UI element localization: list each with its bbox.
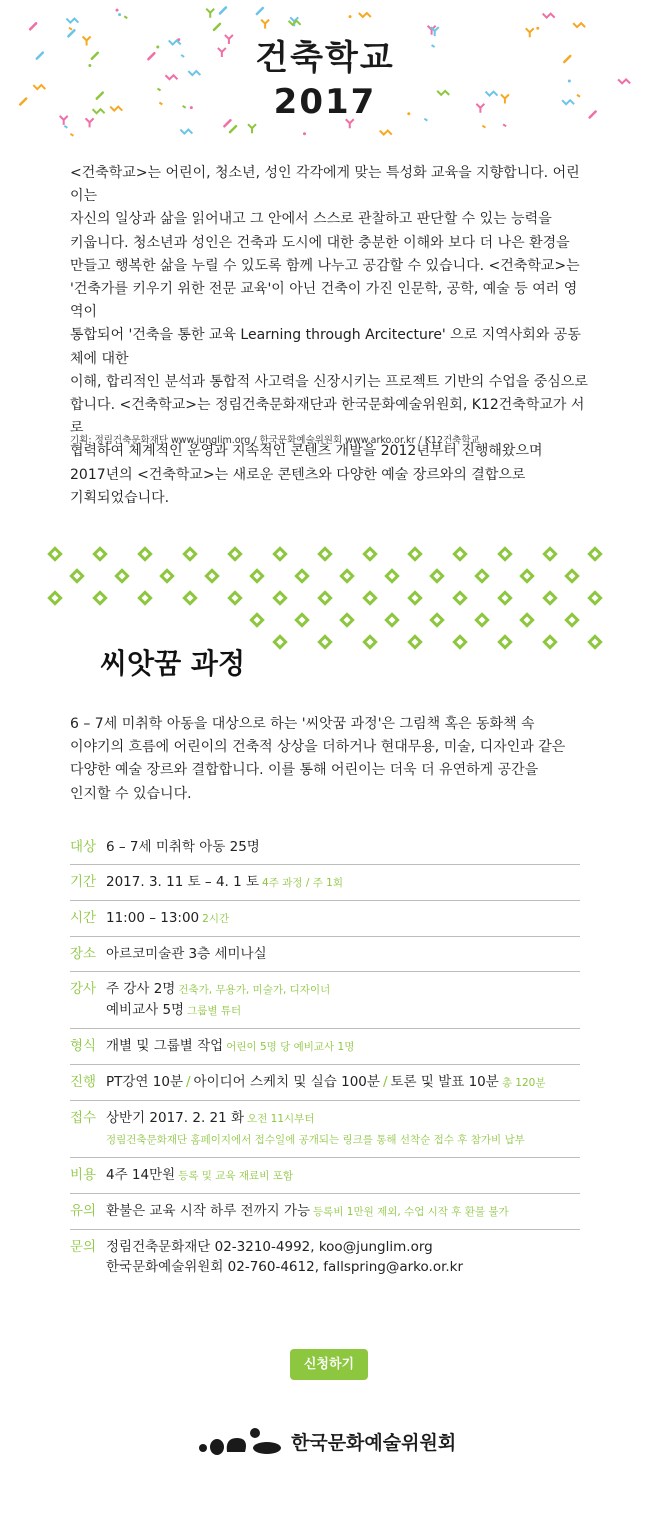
intro-line: <건축학교>는 어린이, 청소년, 성인 각각에게 맞는 특성화 교육을 지향합니다. 어린이는 [70, 165, 580, 205]
header-banner [0, 0, 650, 150]
diamond-dot [454, 548, 465, 559]
course-info-table [70, 830, 580, 1284]
info-label: 문의 [70, 1239, 97, 1255]
info-label: 접수 [70, 1110, 97, 1126]
confetti-piece [124, 16, 127, 18]
info-row-apply [70, 1101, 580, 1158]
diamond-dot [319, 592, 330, 603]
confetti-piece [64, 126, 67, 128]
diamond-dot [499, 548, 510, 559]
info-label: 형식 [70, 1038, 97, 1054]
confetti-piece [248, 124, 256, 133]
info-row-place [70, 937, 580, 972]
diamond-dot [296, 570, 307, 581]
course-description-line: 인지할 수 있습니다. [70, 785, 192, 802]
info-label: 시간 [70, 910, 97, 926]
info-note: 등록비 1만원 제외, 수업 시작 후 환불 불가 [313, 1206, 509, 1218]
confetti-piece [30, 23, 36, 29]
credit-line: 기획: 정림건축문화재단 www.junglim.org / 한국문화예술위원회 www.arko.or.kr / K12건축학교 [70, 435, 480, 446]
info-value: 개별 및 그룹별 작업 [106, 1038, 224, 1054]
info-row-progress [70, 1065, 580, 1101]
diamond-dot [94, 548, 105, 559]
diamond-dot [544, 636, 555, 647]
diamond-dot [476, 570, 487, 581]
diamond-dot [386, 570, 397, 581]
intro-line: 키웁니다. 청소년과 성인은 건축과 도시에 대한 충분한 이해와 보다 더 나은 환경을 [70, 234, 570, 251]
confetti-piece [180, 130, 192, 134]
diamond-dot [139, 548, 150, 559]
confetti-piece [573, 23, 585, 27]
diamond-dot [364, 592, 375, 603]
intro-line: 합니다. <건축학교>는 정림건축문화재단과 한국문화예술위원회, K12건축학교가 서로 [70, 397, 585, 437]
confetti-piece [220, 7, 226, 13]
diamond-dot [229, 548, 240, 559]
intro-line: 통합되어 '건축을 통한 교육 Learning through Arcitecture' 으로 지역사회와 공동체에 대한 [70, 327, 581, 367]
info-value: 상반기 2017. 2. 21 화 [106, 1110, 245, 1126]
info-note: 어린이 5명 당 예비교사 1명 [226, 1041, 355, 1053]
diamond-dot [364, 636, 375, 647]
arko-logo-text: 한국문화예술위원회 [291, 1432, 457, 1454]
confetti-piece [66, 19, 78, 23]
course-title: 씨앗꿈 과정 [100, 647, 245, 680]
diamond-dot [386, 614, 397, 625]
diamond-dot [139, 592, 150, 603]
info-note: 2시간 [202, 913, 230, 925]
diamond-dot [454, 592, 465, 603]
diamond-dot [409, 592, 420, 603]
info-label: 장소 [70, 946, 97, 962]
confetti-piece [303, 132, 306, 135]
diamond-dot [476, 614, 487, 625]
confetti-piece [206, 9, 214, 18]
diamond-dot [251, 570, 262, 581]
contact-line: 한국문화예술위원회 02-760-4612, fallspring@arko.or.kr [106, 1259, 464, 1275]
confetti-piece [118, 13, 121, 16]
info-note: 오전 11시부터 [247, 1113, 315, 1125]
diamond-dot [229, 592, 240, 603]
diamond-dot [521, 614, 532, 625]
diamond-dot [274, 636, 285, 647]
diamond-dot [71, 570, 82, 581]
info-value: PT강연 10분 [106, 1074, 183, 1090]
confetti-piece [482, 126, 485, 128]
course-description-line: 이야기의 흐름에 어린이의 건축적 상상을 더하거나 현대무용, 미술, 디자인과 같은 [70, 739, 566, 756]
diamond-dot [274, 548, 285, 559]
diamond-dot [251, 614, 262, 625]
apply-button[interactable]: 신청하기 [290, 1349, 368, 1380]
diamond-dot [49, 548, 60, 559]
slash-separator: / [185, 1074, 191, 1090]
diamond-dot [161, 570, 172, 581]
course-description-line: 6 – 7세 미취학 아동을 대상으로 하는 '씨앗꿈 과정'은 그림책 혹은 동화책 속 [70, 716, 535, 732]
diamond-dot [274, 592, 285, 603]
confetti-piece [359, 13, 371, 17]
info-value: 4주 14만원 [106, 1167, 176, 1183]
diamond-dot [589, 636, 600, 647]
diamond-dot [431, 614, 442, 625]
info-row-time [70, 901, 580, 937]
diamond-dot [589, 548, 600, 559]
confetti-piece [543, 14, 555, 18]
contact-line: 정림건축문화재단 02-3210-4992, koo@junglim.org [106, 1239, 433, 1255]
diamond-dot [521, 570, 532, 581]
diamond-dot [341, 570, 352, 581]
diamond-dot [589, 592, 600, 603]
info-row-fee [70, 1158, 580, 1194]
diamond-dot [116, 570, 127, 581]
diamond-dot [319, 636, 330, 647]
diamond-dot [499, 636, 510, 647]
info-value: 환불은 교육 시작 하루 전까지 가능 [106, 1203, 311, 1219]
info-note: 그룹별 튜터 [187, 1005, 242, 1017]
info-value: 예비교사 5명 [106, 1002, 185, 1018]
info-row-period [70, 865, 580, 901]
confetti-piece [503, 124, 506, 126]
info-row-instructor [70, 972, 580, 1029]
diamond-dot [454, 636, 465, 647]
confetti-piece [69, 28, 72, 30]
diamond-dot [544, 592, 555, 603]
page-title-line2: 2017 [273, 82, 377, 122]
diamond-dot [499, 592, 510, 603]
info-value: 아이디어 스케치 및 실습 100분 [193, 1074, 380, 1090]
info-value: 6 – 7세 미취학 아동 25명 [106, 839, 260, 855]
diamond-dot [544, 548, 555, 559]
confetti-piece [214, 24, 220, 30]
diamond-dot [341, 614, 352, 625]
intro-line: 2017년의 <건축학교>는 새로운 콘텐츠와 다양한 예술 장르와의 결합으로 [70, 466, 526, 483]
info-label: 대상 [70, 839, 97, 855]
diamond-dot [319, 548, 330, 559]
info-note: 4주 과정 / 주 1회 [262, 877, 344, 889]
info-row-contact [70, 1230, 580, 1284]
info-note: 정림건축문화재단 홈페이지에서 접수일에 공개되는 링크를 통해 선착순 접수 후 참가비 납부 [106, 1134, 525, 1146]
info-value: 주 강사 2명 [106, 981, 176, 997]
page-title [0, 36, 650, 124]
confetti-piece [289, 21, 301, 25]
course-description [70, 713, 590, 806]
diamond-dot [49, 592, 60, 603]
info-label: 기간 [70, 874, 97, 890]
arko-logo-mark-icon [195, 1424, 285, 1464]
info-row-notice [70, 1194, 580, 1230]
info-value: 11:00 – 13:00 [106, 910, 200, 926]
confetti-piece [380, 131, 392, 135]
diamond-dot [409, 636, 420, 647]
info-value: 2017. 3. 11 토 – 4. 1 토 [106, 874, 260, 890]
info-row-target [70, 830, 580, 865]
info-label: 강사 [70, 981, 97, 997]
intro-line: 이해, 합리적인 분석과 통합적 사고력을 신장시키는 프로젝트 기반의 수업을 중심으로 [70, 373, 588, 390]
page-title-line1: 건축학교 [255, 38, 395, 78]
confetti-piece [116, 9, 119, 12]
diamond-dot [184, 592, 195, 603]
confetti-piece [70, 134, 73, 136]
confetti-piece [536, 27, 539, 30]
intro-line: 자신의 일상과 삶을 읽어내고 그 안에서 스스로 관찰하고 판단할 수 있는 능력을 [70, 211, 552, 228]
diamond-dot [566, 614, 577, 625]
confetti-piece [261, 20, 269, 29]
info-row-format [70, 1029, 580, 1065]
confetti-piece [349, 15, 352, 18]
intro-paragraph [70, 162, 590, 510]
diamond-dot [431, 570, 442, 581]
info-label: 진행 [70, 1074, 97, 1090]
intro-line: 기획되었습니다. [70, 489, 170, 506]
intro-line: '건축가를 키우기 위한 전문 교육'이 아닌 건축이 가진 인문학, 공학, 예술 등 여러 영역이 [70, 281, 578, 321]
info-value: 토론 및 발표 10분 [390, 1074, 499, 1090]
course-description-line: 다양한 예술 장르와 결합합니다. 이를 통해 어린이는 더욱 더 유연하게 공간을 [70, 762, 539, 779]
diamond-dot [296, 614, 307, 625]
slash-separator: / [382, 1074, 388, 1090]
info-note: 총 120분 [501, 1077, 546, 1089]
confetti-piece [257, 8, 263, 14]
diamond-pattern-decoration [0, 540, 650, 660]
diamond-dot [566, 570, 577, 581]
diamond-dot [184, 548, 195, 559]
intro-line: 만들고 행복한 삶을 누릴 수 있도록 함께 나누고 공감할 수 있습니다. <건축학교>는 [70, 257, 580, 274]
diamond-dot [364, 548, 375, 559]
diamond-dot [206, 570, 217, 581]
info-value: 아르코미술관 3층 세미나실 [106, 946, 267, 962]
info-note: 등록 및 교육 재료비 포함 [178, 1170, 293, 1182]
intro-line: 협력하여 체계적인 운영과 지속적인 콘텐츠 개발을 2012년부터 진행해왔으며 [70, 443, 543, 460]
info-label: 비용 [70, 1167, 97, 1183]
diamond-dot [409, 548, 420, 559]
confetti-piece [230, 126, 236, 132]
info-note: 건축가, 무용가, 미술가, 디자이너 [178, 984, 331, 996]
arko-logo[interactable] [195, 1424, 485, 1464]
info-label: 유의 [70, 1203, 97, 1219]
diamond-dot [94, 592, 105, 603]
